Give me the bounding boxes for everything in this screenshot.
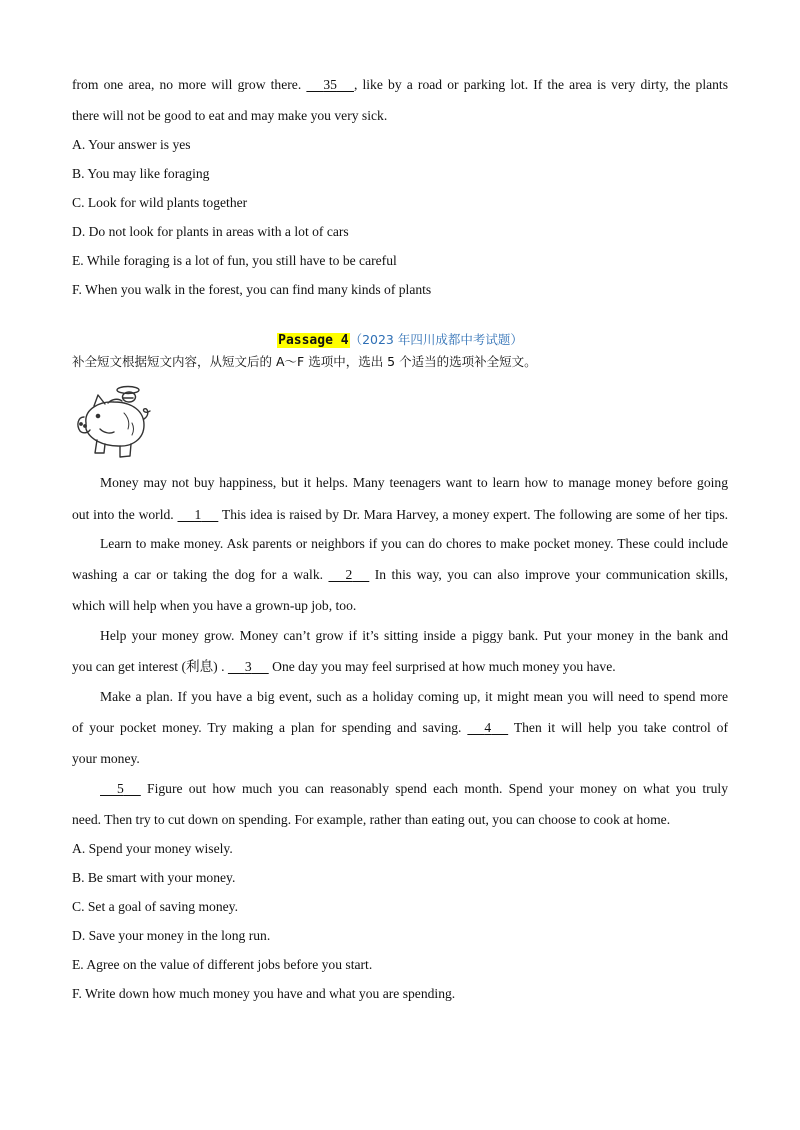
paragraph-2-line-2 [72, 565, 728, 585]
blank-1[interactable] [178, 505, 219, 525]
option-a: A. Spend your money wisely. [72, 841, 233, 856]
text-segment: This idea is raised by Dr. Mara Harvey, a money expert. The following are some of her tips. [221, 507, 729, 522]
blank-number: 2 [345, 567, 353, 582]
option-f: F. When you walk in the forest, you can find many kinds of plants [72, 282, 432, 297]
piggy-bank-icon [74, 383, 152, 461]
option-b: B. Be smart with your money. [72, 870, 236, 885]
option-b: B. You may like foraging [72, 166, 210, 181]
text-segment: Then it will help you take control of [513, 720, 728, 735]
blank-3[interactable] [228, 657, 269, 677]
paragraph-1-line-1: Money may not buy happiness, but it helps. Many teenagers want to learn how to manage money before going [100, 475, 728, 490]
instruction: 补全短文根据短文内容，从短文后的 A～F 选项中，选出 5 个适当的选项补全短文。 [72, 354, 537, 369]
option-f: F. Write down how much money you have and what you are spending. [72, 986, 456, 1001]
blank-number: 4 [484, 720, 492, 735]
blank-2[interactable] [328, 565, 369, 585]
blank-35[interactable] [306, 75, 354, 95]
paragraph-1-line-2 [72, 505, 728, 525]
text-segment: , like by a road or parking lot. If the area is very dirty, the plants [353, 77, 728, 92]
paragraph-5-line-1 [100, 779, 728, 799]
text-segment: you can get interest (利息) . [72, 659, 225, 674]
passage-source: （2023 年四川成都中考试题） [349, 332, 523, 347]
blank-5[interactable] [100, 779, 141, 799]
blank-4[interactable] [467, 718, 508, 738]
option-a: A. Your answer is yes [72, 137, 191, 152]
text-segment: from one area, no more will grow there. [72, 77, 302, 92]
text-segment: In this way, you can also improve your communication skills, [374, 567, 728, 582]
text-segment: One day you may feel surprised at how much money you have. [272, 659, 616, 674]
text-segment: washing a car or taking the dog for a walk. [72, 567, 324, 582]
option-c: C. Set a goal of saving money. [72, 899, 238, 914]
passage-title [0, 330, 800, 351]
text-segment: of your pocket money. Try making a plan for spending and saving. [72, 720, 462, 735]
paragraph-4-line-3: your money. [72, 751, 140, 766]
option-e: E. Agree on the value of different jobs before you start. [72, 957, 373, 972]
paragraph-5-line-2: need. Then try to cut down on spending. For example, rather than eating out, you can choose to cook at home. [72, 812, 671, 827]
passage-title-label: Passage 4 [278, 333, 349, 348]
text-segment: Figure out how much you can reasonably spend each month. Spend your money on what you truly [147, 781, 728, 796]
paragraph-2-line-1: Learn to make money. Ask parents or neighbors if you can do chores to make pocket money. These could include [100, 536, 728, 551]
paragraph-3-line-2 [72, 657, 728, 677]
blank-number: 35 [323, 77, 337, 92]
option-e: E. While foraging is a lot of fun, you still have to be careful [72, 253, 397, 268]
passage3-line-2: there will not be good to eat and may make you very sick. [72, 108, 388, 123]
paragraph-4-line-1: Make a plan. If you have a big event, such as a holiday coming up, it might mean you will need to spend more [100, 689, 728, 704]
paragraph-4-line-2 [72, 718, 728, 738]
blank-number: 1 [194, 507, 202, 522]
passage3-line-1 [72, 75, 728, 95]
paragraph-2-line-3: which will help when you have a grown-up job, too. [72, 598, 357, 613]
paragraph-3-line-1: Help your money grow. Money can’t grow if it’s sitting inside a piggy bank. Put your money in the bank and [100, 628, 728, 643]
text-segment: out into the world. [72, 507, 174, 522]
option-d: D. Save your money in the long run. [72, 928, 271, 943]
option-d: D. Do not look for plants in areas with a lot of cars [72, 224, 349, 239]
option-c: C. Look for wild plants together [72, 195, 248, 210]
blank-number: 5 [117, 781, 124, 796]
blank-number: 3 [244, 659, 252, 674]
